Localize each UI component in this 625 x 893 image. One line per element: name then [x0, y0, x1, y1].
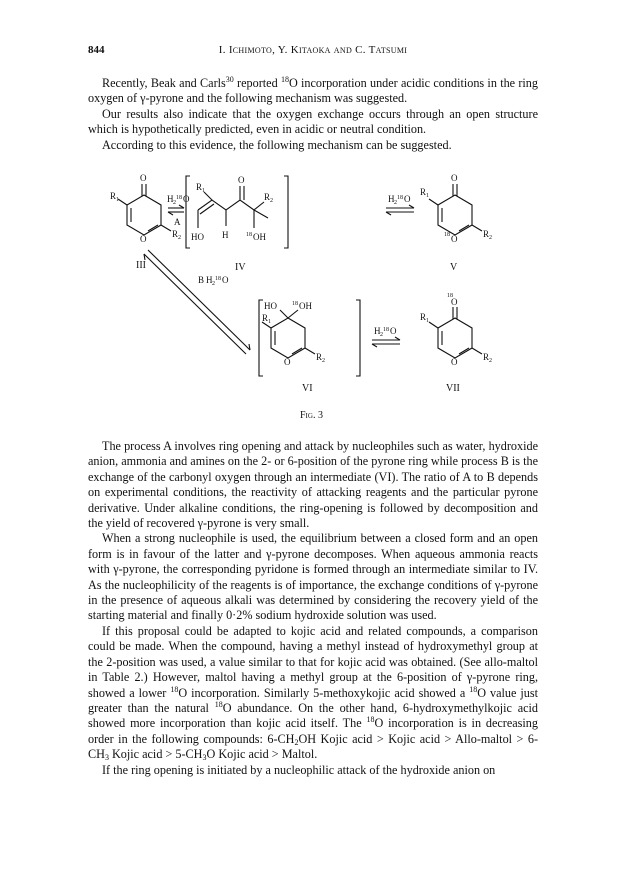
svg-text:2: 2: [489, 235, 492, 241]
svg-text:H: H: [206, 275, 213, 285]
svg-text:H: H: [222, 230, 229, 240]
svg-text:2: 2: [322, 358, 325, 364]
svg-text:2: 2: [173, 200, 176, 206]
svg-text:O: O: [451, 234, 458, 244]
svg-text:18: 18: [447, 293, 453, 299]
svg-text:2: 2: [212, 281, 215, 287]
svg-text:18: 18: [444, 232, 450, 238]
svg-text:O: O: [404, 194, 411, 204]
svg-text:18: 18: [246, 232, 252, 238]
compound-V-structure: [429, 184, 482, 235]
svg-text:OH: OH: [299, 301, 312, 311]
svg-text:O: O: [451, 357, 458, 367]
compound-III-structure: [118, 184, 171, 235]
intro-text: [88, 76, 538, 153]
svg-text:O: O: [451, 173, 458, 183]
label-process-B: B: [198, 275, 205, 285]
label-IV: IV: [235, 262, 246, 273]
label-process-A: A: [174, 217, 181, 227]
svg-text:O: O: [284, 357, 291, 367]
svg-text:18: 18: [397, 195, 403, 201]
svg-text:R: R: [262, 313, 269, 323]
svg-text:HO: HO: [264, 301, 277, 311]
label-V: V: [450, 262, 458, 273]
svg-text:1: 1: [202, 188, 205, 194]
svg-text:O: O: [390, 326, 397, 336]
mechanism-diagram: [88, 150, 538, 425]
svg-text:R: R: [172, 229, 179, 239]
body-paragraph-1: The process A involves ring opening and attack by nucleophiles such as water, hydroxide anion, ammonia and amines on the 2- or 6-position of the pyrone ring while process B is the exchange of the carbonyl oxygen through an intermediate (VI). The ratio of A to B depends on experimental conditions, the reactivity of attacking reagents and the particular pyrone derivative. Under alkaline conditions, the ring-opening is followed by decomposition and the yield of recovered γ-pyrone is very small.: [88, 439, 538, 531]
intro-paragraph-3: According to this evidence, the following mechanism can be suggested.: [102, 137, 452, 152]
intro-paragraph-1: Recently, Beak and Carls$^{30}$ reported $^{18}$O incorporation under acidic conditions in the ring oxygen of γ-pyrone and the following mechanism was suggested.: [88, 75, 538, 106]
body-paragraph-3: If this proposal could be adapted to kojic acid and related compounds, a comparison could be made. When the compound, having a methyl instead of hydroxymethyl group at the 2-position was used, a value similar to that for kojic acid was obtained. (See allo-maltol in Table 2.) However, maltol having a methyl group at the 6-position of γ-pyrone ring, showed a lower $^{18}$O incorporation. Similarly 5-methoxykojic acid showed a $^{18}$O value just greater than the natural $^{18}$O abundance. On the other hand, 6-hydroxymethylkojic acid showed more incorporation than kojic acid itself. The $^{18}$O incorporation is in decreasing order in the following compounds: $6-CH_2OH$ Kojic acid > Kojic acid > Allo-maltol > $6-CH_3$ Kojic acid > $5-CH_3O$ Kojic acid > Maltol.: [88, 623, 539, 763]
svg-text:O: O: [140, 173, 147, 183]
svg-text:2: 2: [270, 198, 273, 204]
svg-text:2: 2: [489, 358, 492, 364]
svg-text:H: H: [167, 194, 174, 204]
intro-paragraph-2: Our results also indicate that the oxygen exchange occurs through an open structure which is hypothetically predicted, even in acidic or neutral condition.: [88, 106, 538, 137]
svg-text:O: O: [140, 234, 147, 244]
svg-text:R: R: [110, 191, 117, 201]
running-header: [88, 44, 538, 60]
svg-text:2: 2: [380, 332, 383, 338]
svg-text:O: O: [451, 297, 458, 307]
svg-text:R: R: [420, 187, 427, 197]
svg-text:18: 18: [383, 327, 389, 333]
svg-text:OH: OH: [253, 232, 266, 242]
svg-text:H: H: [374, 326, 381, 336]
label-VII: VII: [446, 383, 460, 394]
body-text: [88, 439, 538, 778]
body-paragraph-2: When a strong nucleophile is used, the equilibrium between a closed form and an open form is in favour of the latter and γ-pyrone decomposes. When aqueous ammonia reacts with γ-pyrone, the corresponding pyridone is formed through an intermediate similar to IV. As the nucleophilicity of the reagents is of importance, the exchange conditions of γ-pyrone in the presence of aqueous alkali was determined by considering the recovery yield of the starting material and finally 0·2% sodium hydroxide solution was used.: [88, 531, 538, 623]
compound-VI-structure: [262, 310, 315, 358]
svg-text:R: R: [420, 312, 427, 322]
svg-text:1: 1: [116, 197, 119, 203]
svg-text:1: 1: [268, 319, 271, 325]
svg-text:2: 2: [178, 235, 181, 241]
svg-text:R: R: [264, 192, 271, 202]
svg-text:18: 18: [292, 301, 298, 307]
svg-text:R: R: [196, 182, 203, 192]
figure-caption: Fig. 3: [300, 410, 323, 421]
label-III: III: [136, 260, 146, 271]
svg-text:R: R: [316, 352, 323, 362]
svg-text:R: R: [483, 229, 490, 239]
body-paragraph-4: If the ring opening is initiated by a nucleophilic attack of the hydroxide anion on: [102, 762, 496, 777]
svg-text:2: 2: [394, 200, 397, 206]
svg-text:HO: HO: [191, 232, 204, 242]
svg-text:1: 1: [426, 318, 429, 324]
svg-text:18: 18: [176, 195, 182, 201]
svg-text:18: 18: [215, 276, 221, 282]
page-number: 844: [88, 44, 105, 56]
figure-3-mechanism: [88, 150, 538, 425]
svg-text:R: R: [483, 352, 490, 362]
svg-text:O: O: [222, 275, 229, 285]
svg-text:O: O: [183, 194, 190, 204]
svg-text:H: H: [388, 194, 395, 204]
compound-VII-structure: [429, 307, 482, 358]
label-VI: VI: [302, 383, 313, 394]
compound-IV-structure: [198, 186, 271, 228]
svg-text:O: O: [238, 175, 245, 185]
svg-text:1: 1: [426, 193, 429, 199]
running-title-authors: I. Ichimoto, Y. Kitaoka and C. Tatsumi: [218, 44, 408, 56]
